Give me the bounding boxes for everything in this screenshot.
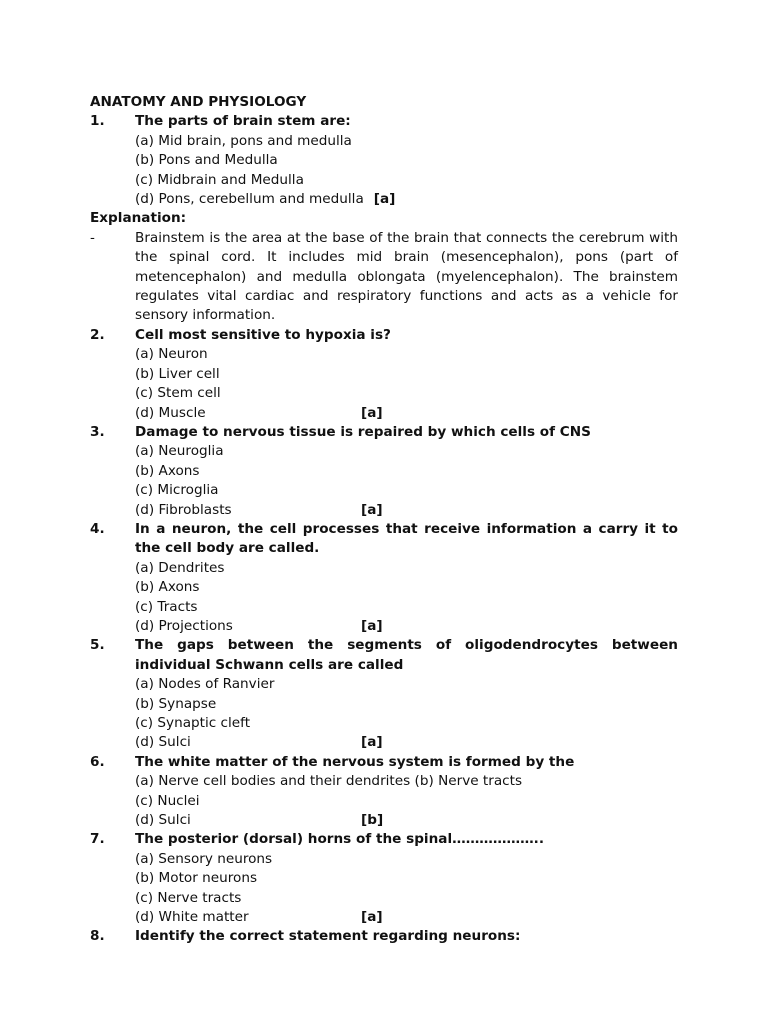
option-a: (a) Neuron (135, 346, 208, 363)
option-b: (b) Synapse (135, 695, 217, 712)
question-number: 8. (90, 928, 105, 945)
option-d: (d) White matter [a] (135, 908, 678, 927)
option-c: (c) Microglia (135, 482, 219, 499)
option-c: (c) Midbrain and Medulla (135, 171, 304, 188)
option-a-b: (a) Nerve cell bodies and their dendrites (b) Nerve tracts (135, 773, 523, 790)
question-4 (90, 520, 678, 636)
document-title: ANATOMY AND PHYSIOLOGY (90, 94, 307, 110)
question-7 (90, 830, 678, 927)
option-d: (d) Pons, cerebellum and medulla [a] (135, 190, 678, 209)
question-text: The parts of brain stem are: (135, 113, 351, 130)
question-3 (90, 423, 678, 520)
question-number: 6. (90, 753, 105, 770)
answer-key: [a] (361, 404, 383, 421)
option-a: (a) Nodes of Ranvier (135, 676, 275, 693)
option-c: (c) Tracts (135, 598, 198, 615)
explanation-bullet: - (90, 229, 95, 246)
document-content (90, 93, 678, 947)
option-a: (a) Sensory neurons (135, 850, 273, 867)
question-text: Cell most sensitive to hypoxia is? (135, 326, 391, 343)
option-d: (d) Fibroblasts [a] (135, 501, 678, 520)
option-b: (b) Liver cell (135, 365, 220, 382)
answer-key: [a] (361, 501, 383, 518)
explanation-text: Brainstem is the area at the base of the brain that connects the cerebrum with the spinal cord. It includes mid brain (mesencephalon), pons (part of metencephalon) and medulla oblongata (myelencephalon). The brainstem regulates vital cardiac and respiratory functions and acts as a vehicle for sensory information. (135, 229, 678, 324)
question-number: 5. (90, 637, 105, 654)
question-8 (90, 927, 678, 946)
question-text: The posterior (dorsal) horns of the spinal……………….. (135, 831, 544, 848)
question-number: 3. (90, 423, 105, 440)
question-1 (90, 112, 678, 209)
question-5 (90, 636, 678, 752)
option-c: (c) Synaptic cleft (135, 715, 251, 731)
explanation (90, 229, 678, 326)
option-d: (d) Muscle [a] (135, 404, 678, 423)
answer-key: [a] (361, 909, 383, 926)
question-text: In a neuron, the cell processes that receive information a carry it to the cell body are called. (135, 520, 678, 557)
question-6 (90, 753, 678, 831)
answer-key: [a] (373, 191, 396, 208)
explanation-label: Explanation: (90, 210, 187, 227)
option-b: (b) Axons (135, 462, 200, 479)
question-text: Damage to nervous tissue is repaired by which cells of CNS (135, 423, 591, 440)
question-number: 1. (90, 113, 105, 130)
question-number: 7. (90, 831, 105, 848)
option-a: (a) Mid brain, pons and medulla (135, 132, 352, 149)
option-d: (d) Sulci [a] (135, 733, 678, 752)
option-b: (b) Pons and Medulla (135, 152, 278, 169)
option-c: (c) Nuclei (135, 792, 200, 809)
answer-key: [b] (361, 812, 384, 829)
option-b: (b) Axons (135, 579, 200, 596)
option-c: (c) Stem cell (135, 385, 221, 402)
question-text: The white matter of the nervous system is formed by the (135, 753, 575, 770)
question-text: The gaps between the segments of oligodendrocytes between individual Schwann cells are called (135, 637, 678, 673)
question-number: 2. (90, 326, 105, 343)
option-a: (a) Dendrites (135, 559, 225, 576)
option-d: (d) Sulci [b] (135, 811, 678, 830)
question-text: Identify the correct statement regarding neurons: (135, 928, 521, 945)
option-a: (a) Neuroglia (135, 443, 224, 460)
question-number: 4. (90, 520, 105, 537)
option-b: (b) Motor neurons (135, 870, 258, 887)
option-c: (c) Nerve tracts (135, 889, 242, 906)
answer-key: [a] (361, 734, 383, 751)
option-d: (d) Projections [a] (135, 617, 678, 636)
answer-key: [a] (361, 617, 383, 634)
question-2 (90, 326, 678, 423)
